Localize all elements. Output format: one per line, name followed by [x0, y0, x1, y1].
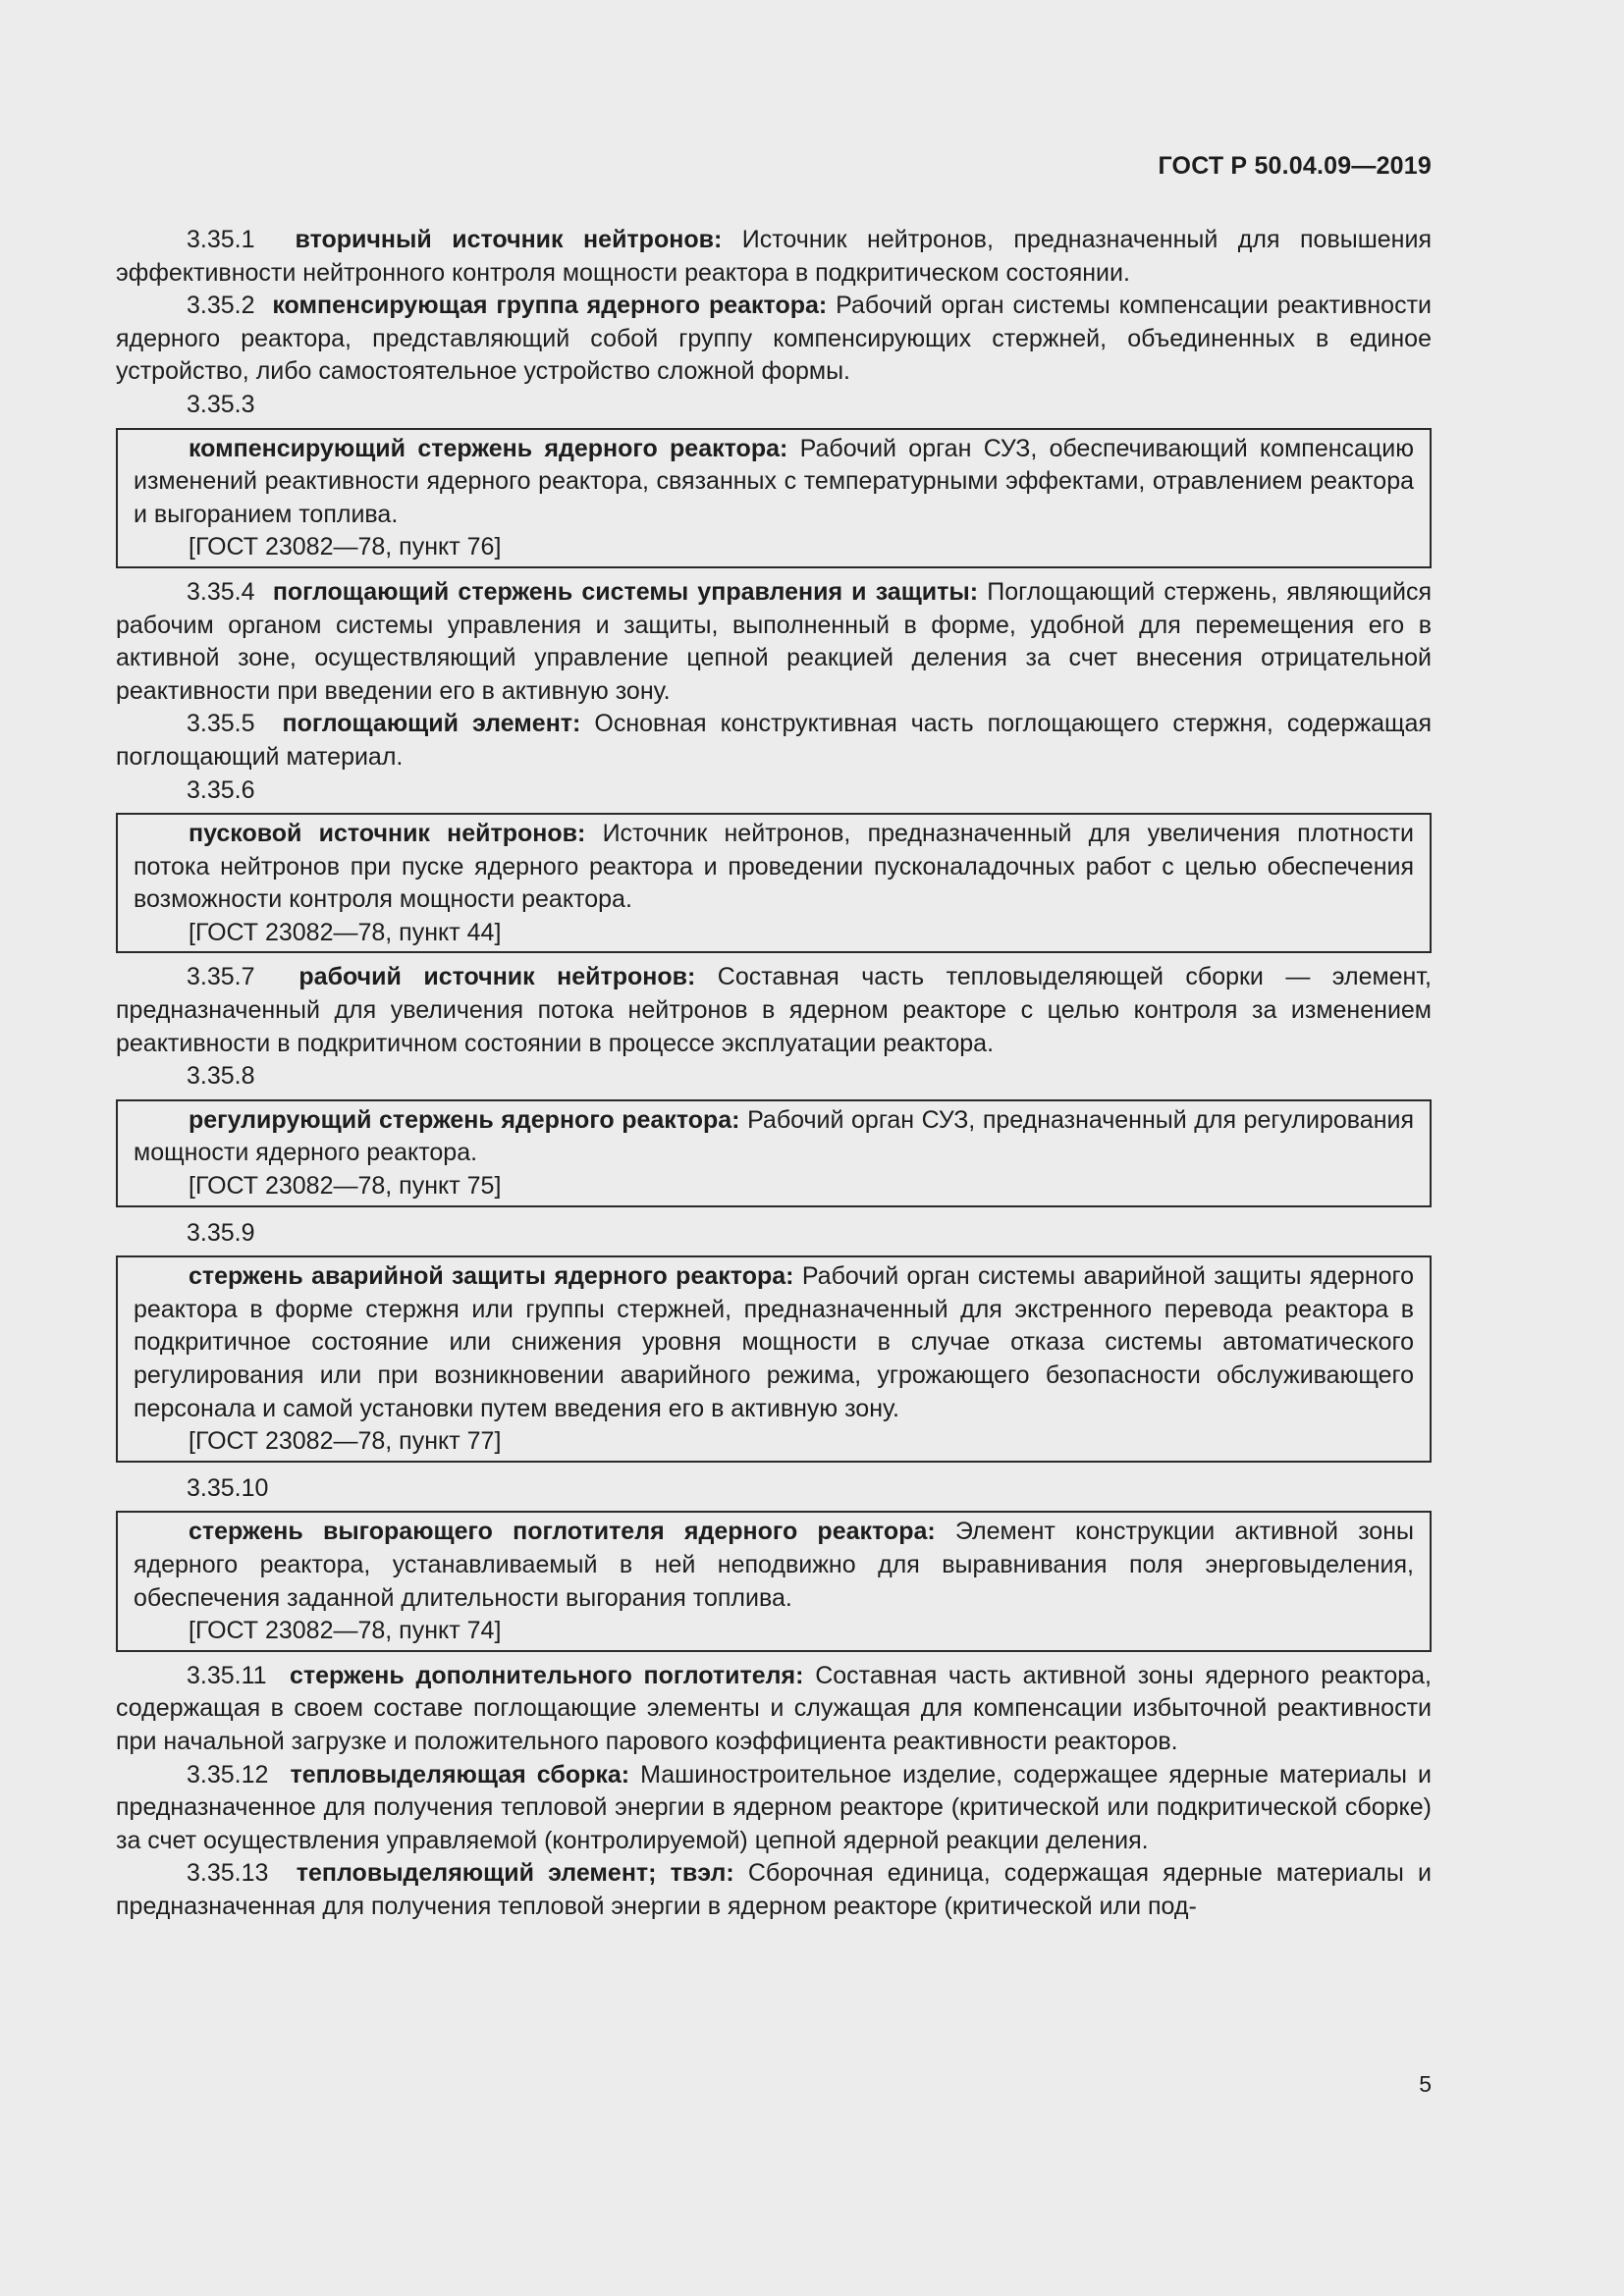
entry-3-35-4: [116, 576, 1432, 708]
entry-term: поглощающий стержень системы управления и защиты:: [272, 577, 979, 606]
quoted-definition-box: [116, 813, 1432, 953]
entry-number: 3.35.1: [187, 226, 255, 253]
entry-term: вторичный источник нейтронов:: [295, 226, 723, 253]
entry-definition: Составная часть тепловыделяющей сборки — элемент, предназначенный для увеличения потока нейтронов в ядерном реакторе с целью контроля за изменением реактивности в подкритичном состоянии в процессе эксплуатации реактора.: [116, 963, 1432, 1057]
entry-number-3-35-6: 3.35.6: [187, 775, 255, 804]
entry-source: [ГОСТ 23082—78, пункт 44]: [189, 918, 502, 946]
entry-number-3-35-9: 3.35.9: [187, 1218, 255, 1247]
entry-term: тепловыделяющий элемент; твэл:: [296, 1859, 734, 1888]
page-number: 5: [1419, 2071, 1432, 2097]
entry-number-3-35-8: 3.35.8: [187, 1062, 255, 1091]
entry-definition: Поглощающий стержень, являющийся рабочим органом системы управления и защиты, выполненный в форме, удобной для перемещения его в активной зоне, осуществляющий управление цепной реакцией деления за счет внесения отрицательной реактивности при введении его в активную зону.: [116, 577, 1432, 705]
entry-number-3-35-10: 3.35.10: [187, 1473, 269, 1502]
document-body: [116, 224, 1432, 1924]
entry-definition: Рабочий орган СУЗ, обеспечивающий компенсацию изменений реактивности ядерного реактора, связанных с температурными эффектами, отравлением реактора и выгоранием топлива.: [134, 434, 1414, 528]
entry-3-35-2: [116, 290, 1432, 389]
entry-term: стержень аварийной защиты ядерного реактора:: [189, 1262, 794, 1291]
entry-3-35-6: [134, 818, 1414, 917]
entry-source: [ГОСТ 23082—78, пункт 74]: [189, 1617, 502, 1645]
entry-3-35-12: [116, 1759, 1432, 1858]
entry-term: стержень дополнительного поглотителя:: [290, 1661, 804, 1689]
entry-3-35-3: [134, 433, 1414, 532]
entry-definition: Рабочий орган системы аварийной защиты ядерного реактора в форме стержня или группы стержней, предназначенный для экстренного перевода реактора в подкритичное состояние или снижения уровня мощности в случае отказа системы автоматического регулирования или при возникновении аварийного режима, угрожающего безопасности обслуживающего персонала и самой установки путем введения его в активную зону.: [134, 1262, 1414, 1422]
entry-source: [ГОСТ 23082—78, пункт 77]: [189, 1427, 502, 1456]
entry-definition: Источник нейтронов, предназначенный для повышения эффективности нейтронного контроля мощности реактора в подкритическом состоянии.: [116, 226, 1432, 287]
entry-3-35-13: [116, 1857, 1432, 1923]
entry-3-35-11: [116, 1660, 1432, 1759]
entry-number: 3.35.11: [187, 1661, 267, 1689]
quoted-definition-box: [116, 1511, 1432, 1651]
entry-number: 3.35.2: [187, 292, 255, 320]
quoted-definition-box: [116, 1099, 1432, 1207]
entry-source: [ГОСТ 23082—78, пункт 75]: [189, 1172, 502, 1201]
entry-term: стержень выгорающего поглотителя ядерного реактора:: [189, 1518, 936, 1546]
entry-definition: Сборочная единица, содержащая ядерные материалы и предназначенная для получения тепловой энергии в ядерном реакторе (критической или под-: [116, 1859, 1432, 1920]
entry-3-35-1: [116, 224, 1432, 290]
quoted-definition-box: [116, 428, 1432, 568]
entry-number: 3.35.4: [187, 577, 255, 606]
entry-number: 3.35.5: [187, 710, 255, 738]
entry-number: 3.35.7: [187, 963, 255, 991]
entry-term: компенсирующая группа ядерного реактора:: [272, 292, 828, 320]
entry-source: [ГОСТ 23082—78, пункт 76]: [189, 533, 502, 561]
entry-definition: Рабочий орган СУЗ, предназначенный для регулирования мощности ядерного реактора.: [134, 1105, 1415, 1167]
entry-term: рабочий источник нейтронов:: [298, 963, 696, 991]
entry-term: тепловыделяющая сборка:: [290, 1760, 630, 1789]
entry-term: поглощающий элемент:: [282, 710, 581, 738]
entry-term: компенсирующий стержень ядерного реактора:: [189, 434, 788, 462]
entry-3-35-9: [134, 1260, 1414, 1425]
document-header: ГОСТ Р 50.04.09—2019: [1158, 152, 1432, 180]
entry-term: пусковой источник нейтронов:: [189, 820, 586, 848]
entry-number: 3.35.13: [187, 1859, 269, 1888]
entry-definition: Основная конструктивная часть поглощающего стержня, содержащая поглощающий материал.: [116, 710, 1432, 771]
entry-3-35-10: [134, 1516, 1414, 1615]
entry-number-3-35-3: 3.35.3: [187, 390, 255, 418]
entry-term: регулирующий стержень ядерного реактора:: [189, 1105, 740, 1134]
entry-definition: Рабочий орган системы компенсации реактивности ядерного реактора, представляющий собой группу компенсирующих стержней, объединенных в единое устройство, либо самостоятельное устройство сложной формы.: [116, 292, 1432, 386]
entry-3-35-5: [116, 708, 1432, 774]
entry-definition: Машиностроительное изделие, содержащее ядерные материалы и предназначенное для получения тепловой энергии в ядерном реакторе (критической или подкритической сборке) за счет осуществления управляемой (контролируемой) цепной ядерной реакции деления.: [116, 1760, 1432, 1854]
entry-definition: Элемент конструкции активной зоны ядерного реактора, устанавливаемый в ней неподвижно для выравнивания поля энерговыделения, обеспечения заданной длительности выгорания топлива.: [134, 1518, 1414, 1612]
entry-definition: Источник нейтронов, предназначенный для увеличения плотности потока нейтронов при пуске ядерного реактора и проведении пусконаладочных работ с целью обеспечения возможности контроля мощности реактора.: [134, 820, 1414, 914]
quoted-definition-box: [116, 1255, 1432, 1463]
entry-definition: Составная часть активной зоны ядерного реактора, содержащая в своем составе поглощающие элементы и служащая для компенсации избыточной реактивности при начальной загрузке и положительного парового коэффициента реактивности реакторов.: [116, 1661, 1432, 1755]
entry-3-35-8: [134, 1104, 1414, 1170]
entry-3-35-7: [116, 961, 1432, 1060]
entry-number: 3.35.12: [187, 1760, 269, 1789]
